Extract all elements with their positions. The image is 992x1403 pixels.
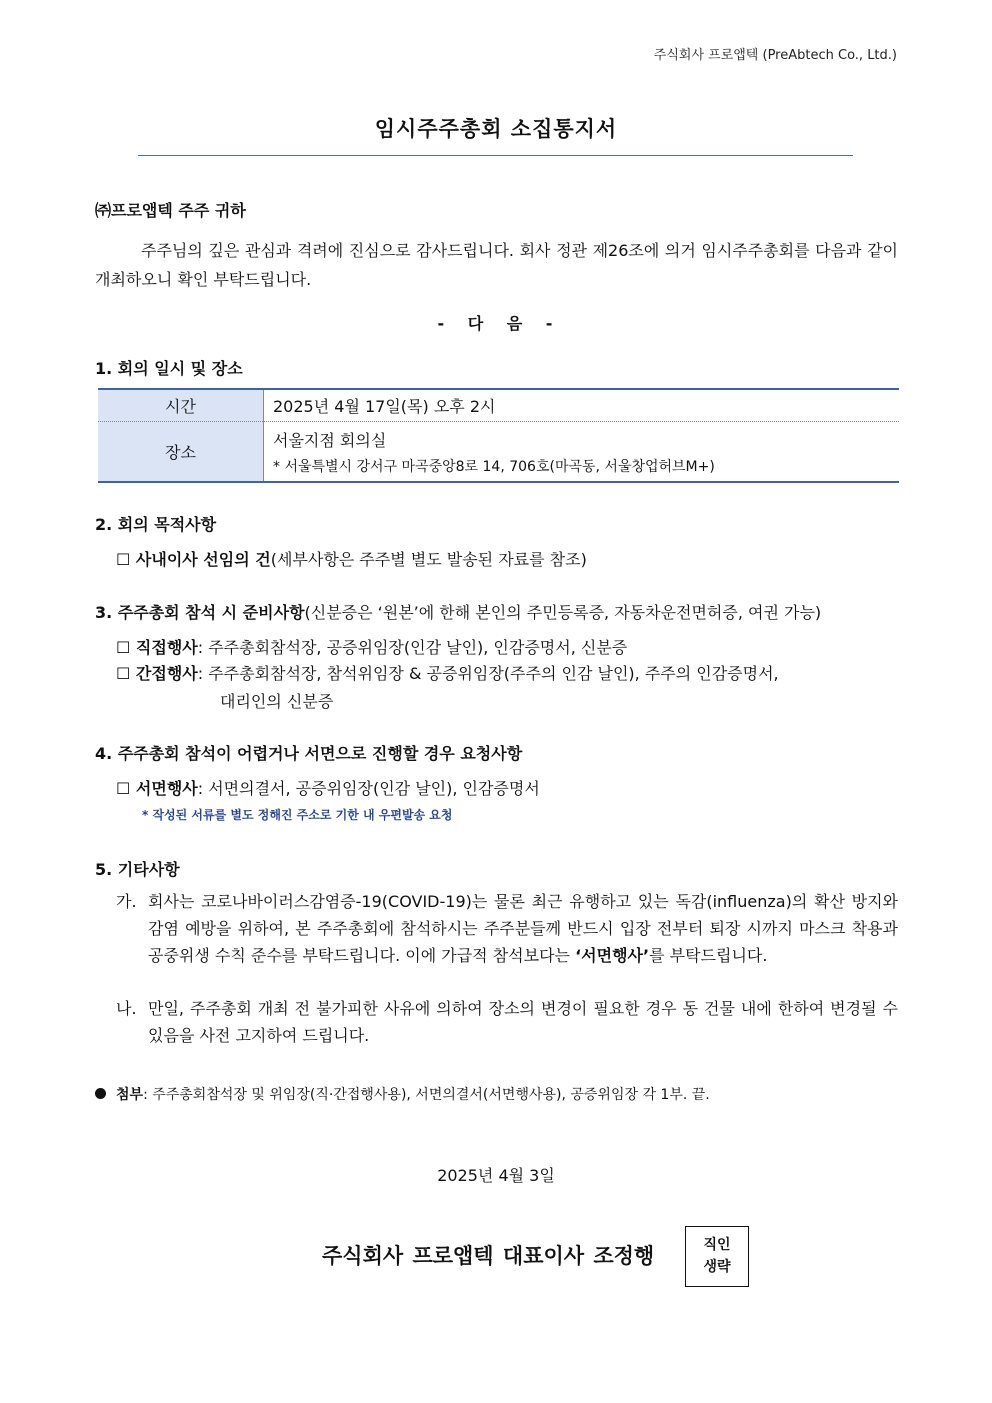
section4-heading: 4. 주주총회 참석이 어렵거나 서면으로 진행할 경우 요청사항 [95, 744, 523, 763]
mailing-note: * 작성된 서류를 별도 정해진 주소로 기한 내 우편발송 요청 [142, 808, 453, 822]
section3-heading [95, 600, 821, 623]
item-a-emphasis: ‘서면행사’ [575, 946, 650, 965]
indirect-exercise-docs: : 주주총회참석장, 참석위임장 & 공증위임장(주주의 인감 날인), 주주의 인감증명서, [197, 664, 779, 683]
table-row [98, 422, 899, 483]
title-divider [138, 155, 853, 156]
item-a-text [116, 888, 898, 969]
place-cell [264, 422, 900, 483]
document-title: 임시주주총회 소집통지서 [374, 117, 618, 141]
place-value: 서울지점 회의실 [273, 430, 387, 450]
written-exercise-label: ☐ 서면행사 [116, 779, 198, 798]
seal-line1: 직인 [703, 1237, 731, 1253]
indirect-exercise-continuation: 대리인의 신분증 [220, 692, 334, 711]
place-label: 장소 [98, 422, 264, 483]
written-exercise-item [116, 776, 540, 799]
attachment-text: : 주주총회참석장 및 위임장(직·간접행사용), 서면의결서(서면행사용), 공증위임장 각 1부. 끝. [143, 1087, 710, 1103]
direct-exercise-docs: : 주주총회참석장, 공증위임장(인감 날인), 인감증명서, 신분증 [197, 638, 628, 657]
section3-heading-note: (신분증은 ‘원본’에 한해 본인의 주민등록증, 자동차운전면허증, 여권 가능) [304, 603, 822, 622]
item-a-text-part2: 를 부탁드립니다. [649, 946, 768, 965]
item-b-text: 만일, 주주총회 개최 전 불가피한 사유에 의하여 장소의 변경이 필요한 경우 동 건물 내에 한하여 변경될 수 있음을 사전 고지하여 드립니다. [148, 999, 898, 1045]
attachment-line [95, 1084, 710, 1104]
written-exercise-docs: : 서면의결서, 공증위임장(인감 날인), 인감증명서 [197, 779, 540, 798]
section5-heading: 5. 기타사항 [95, 860, 180, 879]
dameum-heading: - 다 음 - [437, 314, 555, 333]
intro-paragraph: 주주님의 깊은 관심과 격려에 진심으로 감사드립니다. 회사 정관 제26조에 의거 임시주주총회를 다음과 같이 개최하오니 확인 부탁드립니다. [95, 241, 898, 289]
indirect-exercise-label: ☐ 간접행사 [116, 664, 198, 683]
agenda-item [116, 547, 587, 570]
header-company: 주식회사 프로앱텍 (PreAbtech Co., Ltd.) [653, 48, 897, 63]
seal-box [685, 1226, 749, 1287]
other-item-a [116, 888, 898, 969]
direct-exercise-item [116, 635, 627, 658]
meeting-info-table [98, 388, 899, 483]
time-value: 2025년 4월 17일(목) 오후 2시 [264, 389, 900, 422]
direct-exercise-label: ☐ 직접행사 [116, 638, 198, 657]
time-label: 시간 [98, 389, 264, 422]
section2-heading: 2. 회의 목적사항 [95, 515, 217, 534]
section1-heading: 1. 회의 일시 및 장소 [95, 359, 243, 378]
place-address: * 서울특별시 강서구 마곡중앙8로 14, 706호(마곡동, 서울창업허브M+) [273, 458, 715, 475]
table-row [98, 389, 899, 422]
agenda-item-note: (세부사항은 주주별 별도 발송된 자료를 참조) [270, 550, 587, 569]
indirect-exercise-item [116, 661, 779, 684]
attachment-label: 첨부 [116, 1087, 144, 1103]
section3-heading-title: 3. 주주총회 참석 시 준비사항 [95, 603, 305, 622]
item-b-marker: 나. [116, 999, 137, 1018]
item-a-text-part1: 회사는 코로나바이러스감염증-19(COVID-19)는 물론 최근 유행하고 있는 독감(influenza)의 확산 방지와 감염 예방을 위하여, 본 주주총회에 참석하시는 주주분들께 반드시 입장 전부터 퇴장 시까지 마스크 착용과 공중위생 수칙 준수를 부탁드립니다. 이에 가급적 참석보다는 [148, 892, 898, 965]
other-item-b [116, 995, 898, 1049]
signer: 주식회사 프로앱텍 대표이사 조정행 [322, 1244, 655, 1268]
bullet-icon [95, 1088, 106, 1099]
agenda-item-title: ☐ 사내이사 선임의 건 [116, 550, 271, 569]
item-a-marker: 가. [116, 892, 137, 911]
addressee: ㈜프로앱텍 주주 귀하 [95, 201, 246, 220]
issue-date: 2025년 4월 3일 [437, 1166, 555, 1185]
seal-line2: 생략 [703, 1259, 731, 1275]
